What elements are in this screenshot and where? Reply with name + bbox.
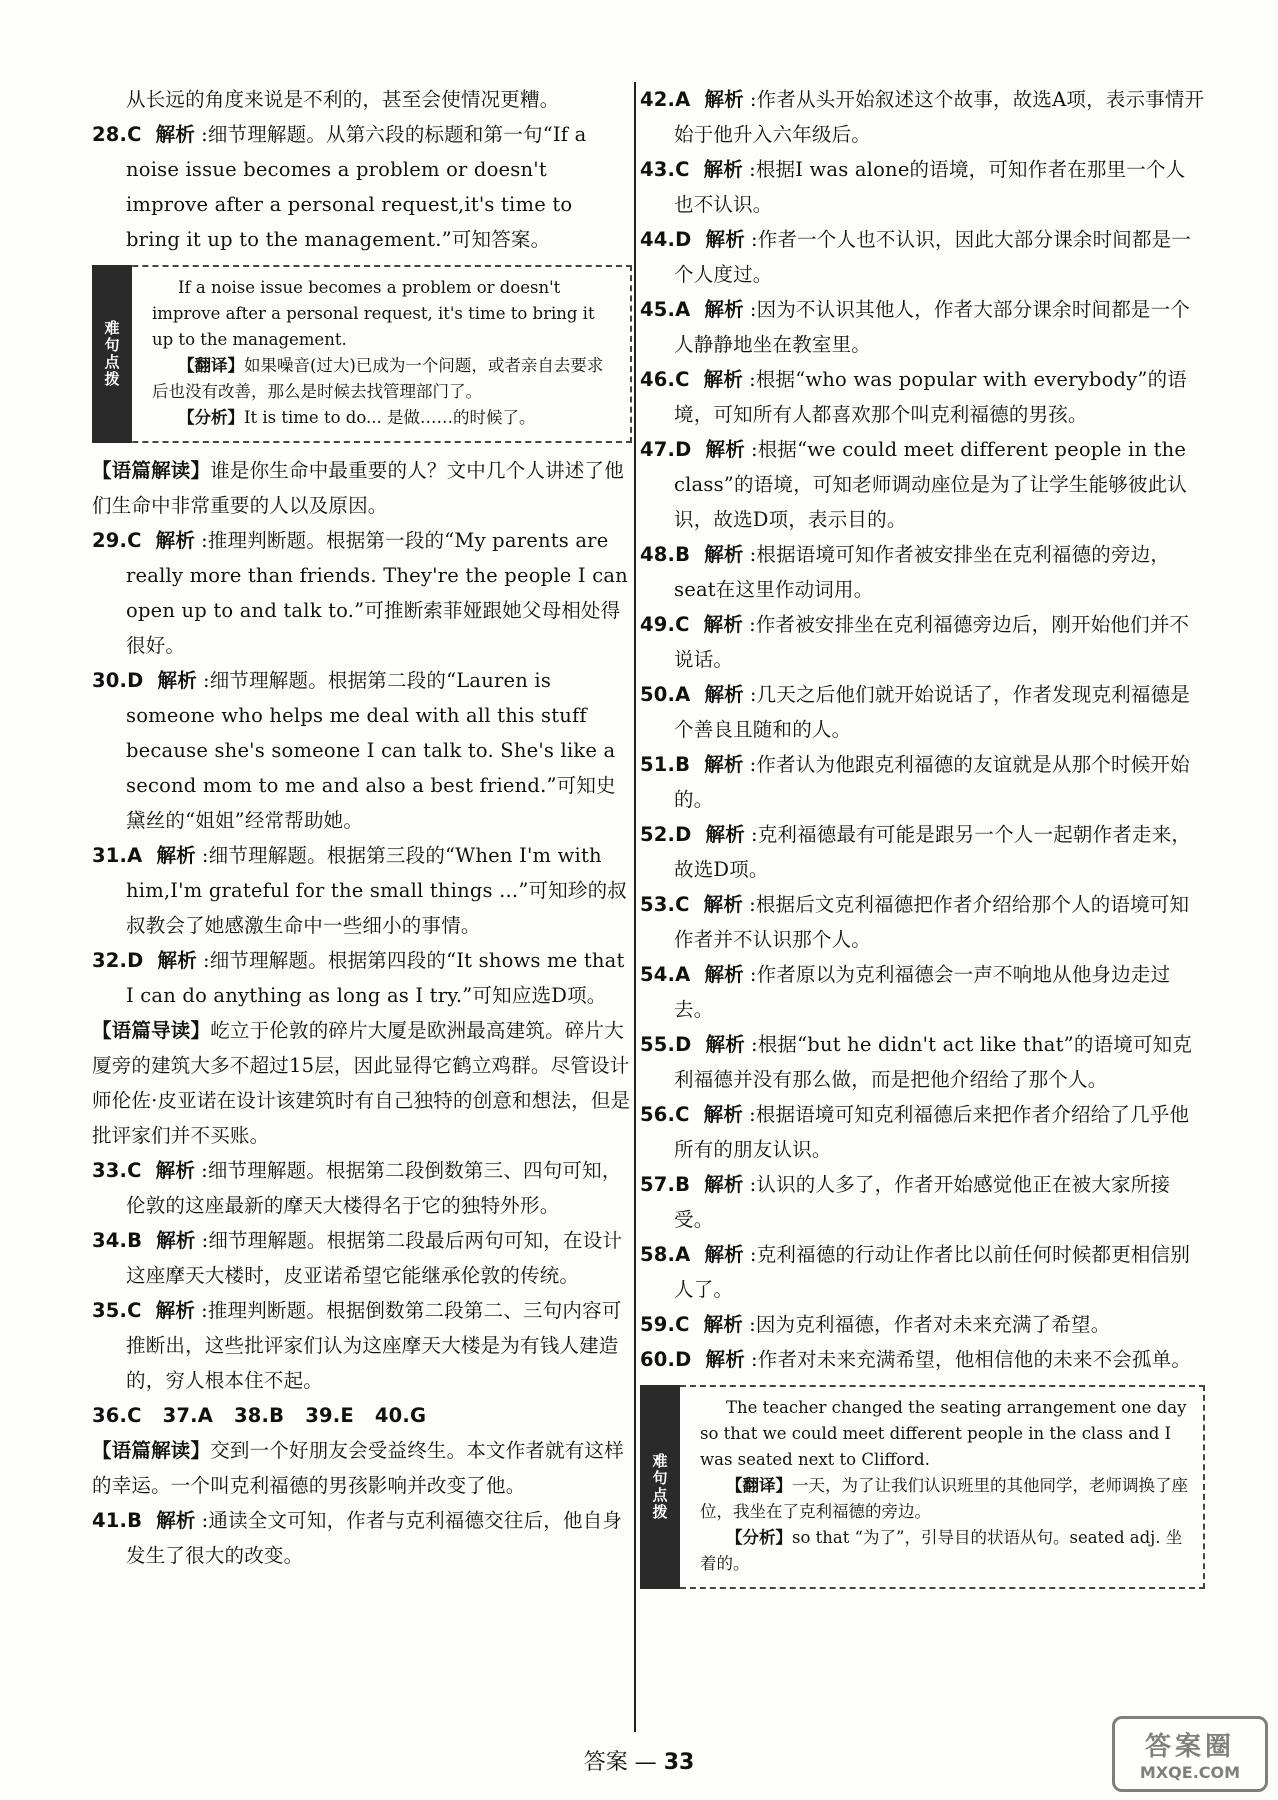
- answer-49: 49.C 解析 :作者被安排坐在克利福德旁边后，刚开始他们并不说话。: [640, 613, 1190, 671]
- answer-42: 42.A 解析 :作者从头开始叙述这个故事，故选A项，表示事情开始于他升入六年级后。: [640, 88, 1205, 146]
- answer-55: 55.D 解析 :根据“but he didn't act like that”的语境可知克利福德并没有那么做，而是把他介绍给了那个人。: [640, 1033, 1193, 1091]
- note-side-label: 难句点拨: [640, 1385, 680, 1589]
- answer-50: 50.A 解析 :几天之后他们就开始说话了，作者发现克利福德是个善良且随和的人。: [640, 683, 1191, 741]
- note-translation: 【翻译】如果噪音(过大)已成为一个问题，或者亲自去要求后也没有改善，那么是时候去找管理部门了。: [152, 356, 604, 401]
- answer-54: 54.A 解析 :作者原以为克利福德会一声不响地从他身边走过去。: [640, 963, 1171, 1021]
- note-side-label: 难句点拨: [92, 265, 132, 443]
- answer-32: 32.D 解析 :细节理解题。根据第四段的“It shows me that I can do anything as long as I try.”可知应选D项。: [92, 949, 625, 1007]
- left-column: [92, 82, 632, 1573]
- answer-51: 51.B 解析 :作者认为他跟克利福德的友谊就是从那个时候开始的。: [640, 753, 1190, 811]
- answer-47: 47.D 解析 :根据“we could meet different people in the class”的语境，可知老师调动座位是为了让学生能够彼此认识，故选D项，表示目的。: [640, 438, 1188, 531]
- answer-45: 45.A 解析 :因为不认识其他人，作者大部分课余时间都是一个人静静地坐在教室里。: [640, 298, 1191, 356]
- note-analysis: 【分析】so that “为了”，引导目的状语从句。seated adj. 坐着的。: [700, 1528, 1183, 1573]
- passage-guide-1: 【语篇解读】谁是你生命中最重要的人？文中几个人讲述了他们生命中非常重要的人以及原因。: [92, 459, 624, 517]
- answer-53: 53.C 解析 :根据后文克利福德把作者介绍给那个人的语境可知作者并不认识那个人。: [640, 893, 1190, 951]
- answer-44: 44.D 解析 :作者一个人也不认识，因此大部分课余时间都是一个人度过。: [640, 228, 1192, 286]
- passage-guide-3: 【语篇解读】交到一个好朋友会受益终生。本文作者就有这样的幸运。一个叫克利福德的男孩影响并改变了他。: [92, 1439, 624, 1497]
- note-english: If a noise issue becomes a problem or doesn't improve after a personal request, it's time to bring it up to the management.: [152, 278, 595, 349]
- difficult-sentence-note-2: [640, 1385, 1205, 1589]
- answer-35: 35.C 解析 :推理判断题。根据倒数第二段第二、三句内容可推断出，这些批评家们认为这座摩天大楼是为有钱人建造的，穷人根本住不起。: [92, 1299, 622, 1392]
- answer-31: 31.A 解析 :细节理解题。根据第三段的“When I'm with him,I'm grateful for the small things ...”可知珍的叔叔教会了她感激生命中一些细小的事情。: [92, 844, 628, 937]
- note-translation: 【翻译】一天，为了让我们认识班里的其他同学，老师调换了座位，我坐在了克利福德的旁边。: [700, 1476, 1188, 1521]
- answer-41: 41.B 解析 :通读全文可知，作者与克利福德交往后，他自身发生了很大的改变。: [92, 1509, 623, 1567]
- page-footer: 答案 — 33: [583, 1750, 695, 1775]
- answer-46: 46.C 解析 :根据“who was popular with everybody”的语境，可知所有人都喜欢那个叫克利福德的男孩。: [640, 368, 1188, 426]
- answer-57: 57.B 解析 :认识的人多了，作者开始感觉他正在被大家所接受。: [640, 1173, 1171, 1231]
- continued-line: 从长远的角度来说是不利的，甚至会使情况更糟。: [126, 88, 560, 111]
- answer-29: 29.C 解析 :推理判断题。根据第一段的“My parents are really more than friends. They're the people I can open up to and talk to.”可推断索菲娅跟她父母相处得很好。: [92, 529, 628, 657]
- passage-guide-2: 【语篇导读】屹立于伦敦的碎片大厦是欧洲最高建筑。碎片大厦旁的建筑大多不超过15层，因此显得它鹤立鸡群。尽管设计师伦佐·皮亚诺在设计该建筑时有自己独特的创意和想法，但是批评家们并不买账。: [92, 1019, 631, 1147]
- note-analysis: 【分析】It is time to do... 是做……的时候了。: [178, 408, 536, 427]
- answer-43: 43.C 解析 :根据I was alone的语境，可知作者在那里一个人也不认识。: [640, 158, 1186, 216]
- page-number: 33: [663, 1750, 695, 1775]
- answers-36-40: 36.C 37.A 38.B 39.E 40.G: [92, 1404, 427, 1427]
- answer-33: 33.C 解析 :细节理解题。根据第二段倒数第三、四句可知，伦敦的这座最新的摩天大楼得名于它的独特外形。: [92, 1159, 622, 1217]
- answer-60: 60.D 解析 :作者对未来充满希望，他相信他的未来不会孤单。: [640, 1348, 1192, 1371]
- column-divider: [634, 82, 636, 1732]
- note-english: The teacher changed the seating arrangement one day so that we could meet different people in the class and I was seated next to Clifford.: [700, 1398, 1187, 1469]
- difficult-sentence-note-1: [92, 265, 632, 443]
- right-column: [640, 82, 1205, 1599]
- answer-52: 52.D 解析 :克利福德最有可能是跟另一个人一起朝作者走来，故选D项。: [640, 823, 1192, 881]
- answer-59: 59.C 解析 :因为克利福德，作者对未来充满了希望。: [640, 1313, 1111, 1336]
- answer-48: 48.B 解析 :根据语境可知作者被安排坐在克利福德的旁边，seat在这里作动词用。: [640, 543, 1171, 601]
- site-watermark-logo: 答案圈 MXQE.COM: [1112, 1716, 1268, 1792]
- answer-56: 56.C 解析 :根据语境可知克利福德后来把作者介绍给了几乎他所有的朋友认识。: [640, 1103, 1190, 1161]
- answer-28: 28.C 解析 :细节理解题。从第六段的标题和第一句“If a noise issue becomes a problem or doesn't improve after a personal request,it's time to bring it up to the management.”可知答案。: [92, 123, 587, 251]
- answer-30: 30.D 解析 :细节理解题。根据第二段的“Lauren is someone who helps me deal with all this stuff because she's someone I can talk to. She's like a second mom to me and also a best friend.”可知史黛丝的“姐姐”经常帮助她。: [92, 669, 616, 832]
- answer-34: 34.B 解析 :细节理解题。根据第二段最后两句可知，在设计这座摩天大楼时，皮亚诺希望它能继承伦敦的传统。: [92, 1229, 623, 1287]
- answer-58: 58.A 解析 :克利福德的行动让作者比以前任何时候都更相信别人了。: [640, 1243, 1191, 1301]
